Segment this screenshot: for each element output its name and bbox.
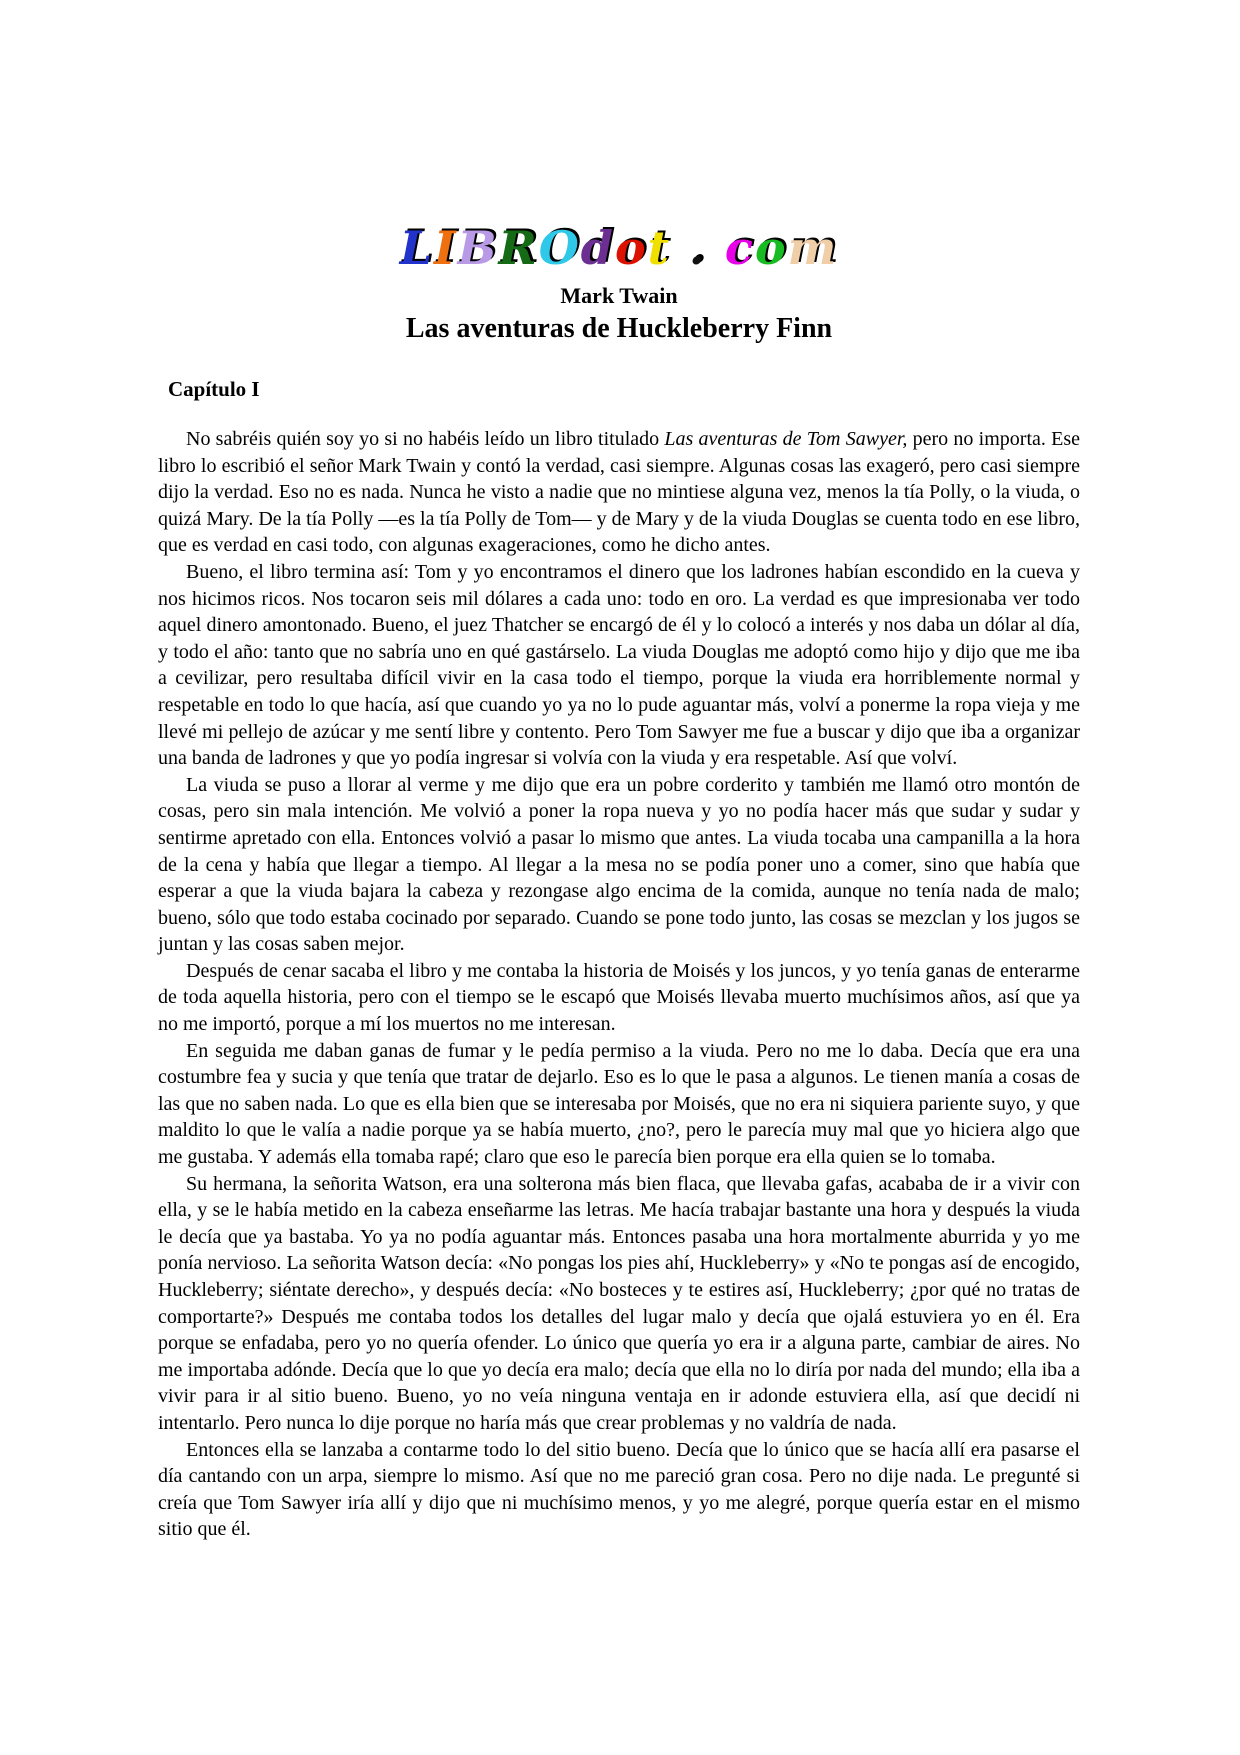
author-name: Mark Twain (560, 283, 678, 308)
paragraph (158, 559, 1080, 772)
logo-letter: t (647, 221, 671, 275)
paragraph (158, 772, 1080, 958)
text-segment: Entonces ella se lanzaba a contarme todo lo del sitio bueno. Decía que lo único que se hacía allí era pasarse el día cantando con un arpa, siempre lo mismo. Así que no me pareció gran cosa. Pero no dije nada. Le pregunté si creía que Tom Sawyer iría allí y dijo que ni muchísimo menos, y yo me alegré, porque quería estar en el mismo sitio que él. (158, 1438, 1080, 1541)
body-text (158, 426, 1080, 1543)
paragraph (158, 1038, 1080, 1171)
librodot-logo (158, 220, 1080, 276)
logo-letter: d (580, 221, 615, 275)
text-segment: Bueno, el libro termina así: Tom y yo encontramos el dinero que los ladrones habían escondido en la cueva y nos hicimos ricos. Nos tocaron seis mil dólares a cada uno: todo en oro. La verdad es que impresionaba ver todo aquel dinero amontonado. Bueno, el juez Thatcher se encargó de él y lo colocó a interés y nos daba un dólar al día, y todo el año: tanto que no sabría uno en qué gastárselo. La viuda Douglas me adoptó como hijo y dijo que me iba a cevilizar, pero resultaba difícil vivir en la casa todo el tiempo, porque la viuda era horriblemente normal y respetable en todo lo que hacía, así que cuando yo ya no lo pude aguantar más, volví a ponerme la ropa vieja y me llevé mi pellejo de azúcar y me sentí libre y contento. Pero Tom Sawyer me fue a buscar y dijo que iba a organizar una banda de ladrones y que yo podía ingresar si volvía con la viuda y era respetable. Así que volví. (158, 560, 1080, 770)
text-segment: pero no importa. Ese libro lo escribió el señor Mark Twain y contó la verdad, casi siempre. Algunas cosas las exageró, pero casi siempre dijo la verdad. Eso no es nada. Nunca he visto a nadie que no mintiese alguna vez, menos la tía Polly, o la viuda, o quizá Mary. De la tía Polly —es la tía Polly de Tom— y de Mary y de la viuda Douglas se cuenta todo en ese libro, que es verdad en casi todo, con algunas exageraciones, como he dicho antes. (158, 428, 1080, 557)
text-segment: No sabréis quién soy yo si no habéis leído un libro titulado (186, 428, 665, 450)
book-title: Las aventuras de Huckleberry Finn (405, 313, 833, 344)
paragraph (158, 1437, 1080, 1543)
logo-space (671, 221, 689, 275)
logo-letter: m (787, 221, 839, 275)
logo-letter: c (724, 221, 755, 275)
text-segment: Su hermana, la señorita Watson, era una solterona más bien flaca, que llevaba gafas, acababa de ir a vivir con ella, y se le había metido en la cabeza enseñarme las letras. Me hacía trabajar bastante una hora y después la viuda le decía que ya bastaba. Yo ya no podía aguantar más. Entonces pasaba una hora mortalmente aburrida y yo me ponía nervioso. La señorita Watson decía: «No pongas los pies ahí, Huckleberry» y «No te pongas así de encogido, Huckleberry; siéntate derecho», y después decía: «No bosteces y te estires así, Huckleberry; ¿por qué no tratas de comportarte?» Después me contaba todos los detalles del lugar malo y decía que ojalá estuviera yo en él. Era porque se enfadaba, pero yo no quería ofender. Lo único que quería yo era ir a alguna parte, cambiar de aires. No me importaba adónde. Decía que lo que yo decía era malo; decía que ella no lo diría por nada del mundo; ella iba a vivir para ir al sitio bueno. Bueno, yo no veía ninguna ventaja en ir adonde estuviera ella, así que decidí ni intentarlo. Pero nunca lo dije porque no haría más que crear problemas y no valdría de nada. (158, 1172, 1080, 1434)
logo-letter: B (457, 221, 499, 275)
logo-letter: . (688, 221, 707, 275)
logo-letter: R (498, 221, 539, 275)
text-segment: La viuda se puso a llorar al verme y me dijo que era un pobre corderito y también me llamó otro montón de cosas, pero sin mala intención. Me volvió a poner la ropa nueva y yo no podía hacer más que sudar y sudar y sentirme apretado con ella. Entonces volvió a pasar lo mismo que antes. La viuda tocaba una campanilla a la hora de la cena y había que llegar a tiempo. Al llegar a la mesa no se podía poner uno a comer, sino que había que esperar a que la viuda bajara la cabeza y rezongase algo encima de la comida, aunque no tenía nada de malo; bueno, sólo que todo estaba cocinado por separado. Cuando se pone todo junto, las cosas se mezclan y los jugos se juntan y las cosas saben mejor. (158, 773, 1080, 956)
logo-letter: o (754, 221, 788, 275)
paragraph (158, 426, 1080, 559)
logo-letter: o (614, 221, 648, 275)
logo-space (707, 221, 725, 275)
text-segment: Después de cenar sacaba el libro y me contaba la historia de Moisés y los juncos, y yo tenía ganas de enterarme de toda aquella historia, pero con el tiempo se le escapó que Moisés llevaba muerto muchísimos años, así que ya no me importó, porque a mí los muertos no me interesan. (158, 959, 1080, 1036)
logo-letter: O (538, 221, 581, 275)
logo-letter: I (434, 221, 458, 275)
chapter-heading: Capítulo I (168, 377, 260, 401)
italic-book-reference: Las aventuras de Tom Sawyer, (664, 428, 908, 450)
logo-letter: L (399, 221, 435, 275)
text-segment: En seguida me daban ganas de fumar y le pedía permiso a la viuda. Pero no me lo daba. Decía que era una costumbre fea y sucia y que tenía que tratar de dejarlo. Eso es lo que le pasa a algunos. Le tienen manía a cosas de las que no saben nada. Lo que es ella bien que se interesaba por Moisés, que no era ni siquiera pariente suyo, y que maldito lo que le valía a nadie porque ya se había muerto, ¿no?, pero le parecía muy mal que yo hiciera algo que me gustaba. Y además ella tomaba rapé; claro que eso le parecía bien porque era ella quien se lo tomaba. (158, 1039, 1080, 1169)
paragraph (158, 958, 1080, 1038)
paragraph (158, 1171, 1080, 1437)
